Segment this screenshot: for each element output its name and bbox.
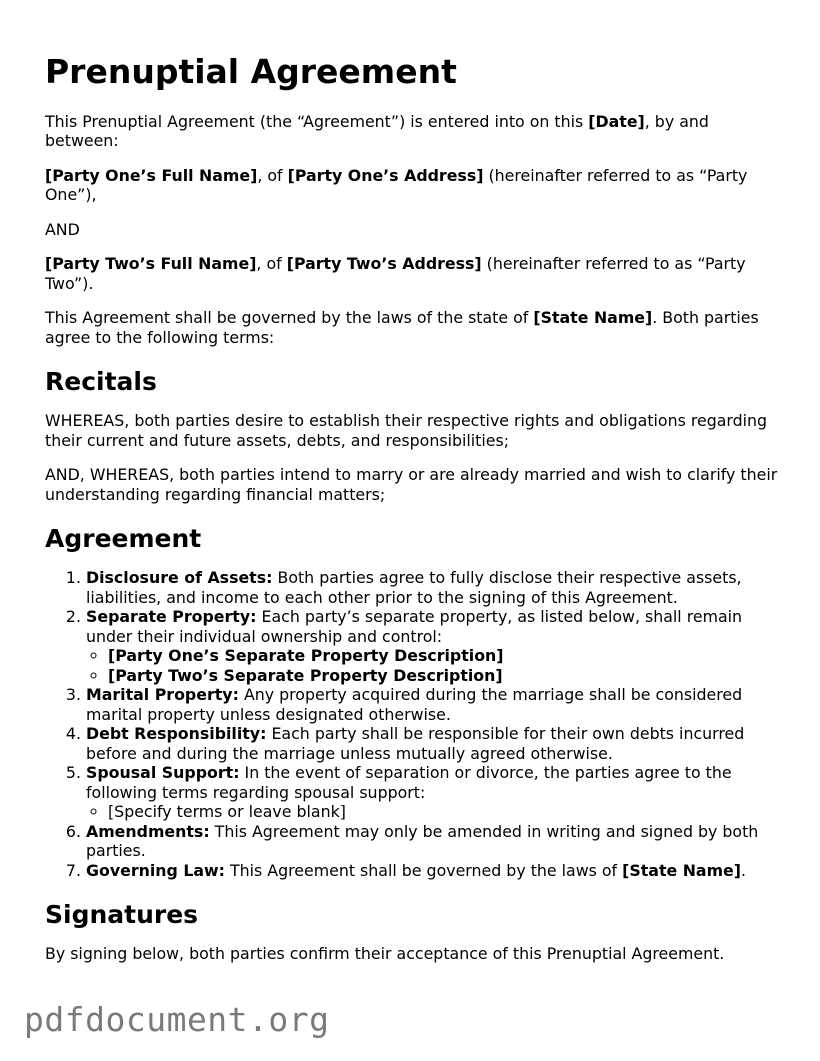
agreement-terms-list (45, 568, 785, 880)
document-page (45, 52, 785, 979)
governing-law-paragraph (45, 308, 785, 347)
sub-list (86, 646, 785, 685)
party-two-name-placeholder: [Party Two’s Full Name] (45, 254, 257, 274)
term-item (86, 724, 785, 763)
term-label: Marital Property: (86, 685, 239, 705)
and-paragraph: AND (45, 219, 80, 239)
term-text: Each party shall be responsible for their own debts incurred before and during the marriage unless mutually agreed otherwise. (86, 724, 745, 763)
term-label: Debt Responsibility: (86, 724, 267, 744)
intro-text-end: , by and between: (45, 111, 709, 151)
party-one-paragraph (45, 166, 785, 205)
term-item (86, 568, 785, 607)
date-placeholder: [Date] (588, 111, 645, 131)
term-text: Each party’s separate property, as listed below, shall remain under their individual ownership and control: (86, 607, 743, 646)
law-text: This Agreement shall be governed by the laws of the state of (45, 308, 534, 328)
term-label: Amendments: (86, 821, 210, 841)
document-title: Prenuptial Agreement (45, 52, 457, 91)
party-one-reference: (hereinafter referred to as “Party One”), (45, 165, 748, 205)
party-two-address-placeholder: [Party Two’s Address] (286, 254, 482, 274)
term-item (86, 822, 785, 861)
state-name-placeholder: [State Name] (533, 308, 653, 328)
term-text: This Agreement shall be governed by the laws of (224, 860, 623, 880)
term-text: This Agreement may only be amended in writing and signed by both parties. (86, 821, 759, 861)
term-item (86, 685, 785, 724)
term-item (86, 861, 785, 881)
party-two-paragraph (45, 254, 785, 293)
party-one-address-placeholder: [Party One’s Address] (287, 165, 484, 185)
sub-list (86, 802, 785, 822)
term-label: Governing Law: (86, 860, 225, 880)
recital-paragraph: AND, WHEREAS, both parties intend to marry or are already married and wish to clarify their understanding regarding financial matters; (45, 465, 778, 504)
term-label: Separate Property: (86, 607, 257, 627)
state-name-placeholder: [State Name] (622, 860, 741, 880)
party-two-reference: (hereinafter referred to as “Party Two”). (45, 254, 746, 293)
signatures-heading: Signatures (45, 900, 199, 930)
term-text: In the event of separation or divorce, the parties agree to the following terms regarding spousal support: (86, 763, 732, 802)
term-text: Both parties agree to fully disclose their respective assets, liabilities, and income to each other prior to the signing of this Agreement. (86, 568, 742, 607)
law-text-end: . Both parties agree to the following terms: (45, 308, 759, 347)
sub-item (108, 666, 785, 686)
sub-item (108, 646, 785, 666)
term-item (86, 763, 785, 822)
term-text: Any property acquired during the marriage shall be considered marital property unless designated otherwise. (86, 685, 743, 724)
term-label: Disclosure of Assets: (86, 568, 273, 588)
term-label: Spousal Support: (86, 763, 240, 783)
term-item (86, 607, 785, 685)
intro-text: This Prenuptial Agreement (the “Agreement”) is entered into on this (45, 111, 589, 131)
party-two-property-placeholder: [Party Two’s Separate Property Description] (108, 665, 503, 685)
recitals-heading: Recitals (45, 367, 157, 397)
party-one-of: , of (257, 165, 288, 185)
term-text-end: . (741, 860, 747, 880)
sub-item: ◦ [Specify terms or leave blank] (108, 802, 785, 822)
watermark: pdfdocument.org (24, 1000, 330, 1039)
intro-paragraph (45, 112, 785, 151)
signatures-paragraph: By signing below, both parties confirm their acceptance of this Prenuptial Agreement. (45, 944, 725, 964)
party-one-name-placeholder: [Party One’s Full Name] (45, 165, 258, 185)
party-one-property-placeholder: [Party One’s Separate Property Description] (108, 646, 504, 666)
recital-paragraph: WHEREAS, both parties desire to establish their respective rights and obligations regarding their current and future assets, debts, and responsibilities; (45, 411, 768, 450)
agreement-heading: Agreement (45, 524, 202, 554)
party-two-of: , of (256, 254, 287, 274)
